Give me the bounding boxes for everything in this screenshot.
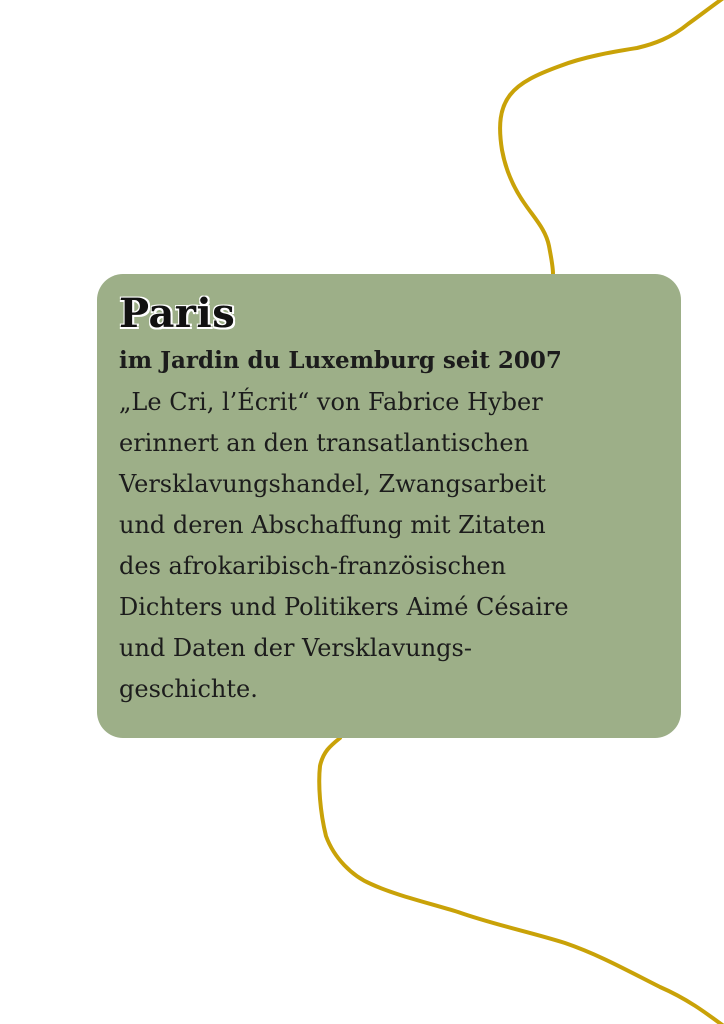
card-subtitle: im Jardin du Luxemburg seit 2007 xyxy=(119,347,562,374)
route-line-top xyxy=(500,0,724,274)
route-line-bottom xyxy=(319,738,724,1024)
card-body-text: „Le Cri, l’Écrit“ von Fabrice Hyber erinnert an den transatlantischen Versklavungshandel, Zwangsarbeit und deren Abschaffung mit Zitaten des afrokaribisch-französischen Dichters und Politikers Aimé Césaire und Daten der Versklavungs- geschichte. xyxy=(119,388,569,703)
info-card xyxy=(97,274,681,738)
card-title: Paris xyxy=(119,290,236,337)
